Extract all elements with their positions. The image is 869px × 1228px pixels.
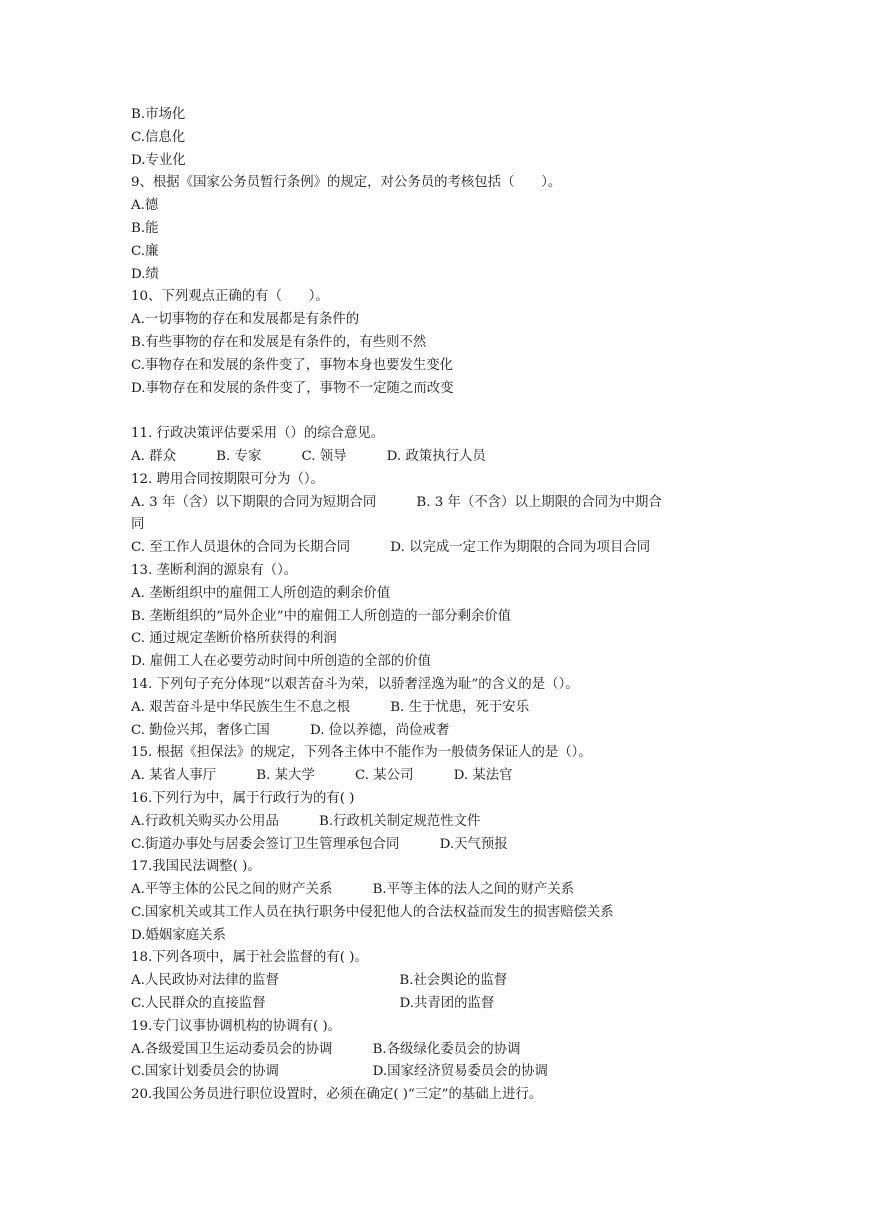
question-11: 11. 行政决策评估要采用（）的综合意见。 bbox=[131, 426, 385, 442]
question-19: 19.专门议事协调机构的协调有( )。 bbox=[131, 1018, 342, 1034]
text-line: B. 垄断组织的“局外企业”中的雇佣工人所创造的一部分剩余价值 bbox=[131, 608, 512, 624]
text-line: C. 通过规定垄断价格所获得的利润 bbox=[131, 631, 337, 647]
text-line: D.专业化 bbox=[131, 152, 186, 168]
text-line: A.一切事物的存在和发展都是有条件的 bbox=[131, 312, 360, 328]
text-line: C.街道办事处与居委会签订卫生管理承包合同 D.天气预报 bbox=[131, 836, 508, 852]
text-line: C. 勤俭兴邦，奢侈亡国 D. 俭以养德，尚俭戒奢 bbox=[131, 722, 450, 738]
text-line: 同 bbox=[131, 517, 145, 533]
text-line: A. 艰苦奋斗是中华民族生生不息之根 B. 生于忧患，死于安乐 bbox=[131, 699, 530, 715]
text-line: C.国家机关或其工作人员在执行职务中侵犯他人的合法权益而发生的损害赔偿关系 bbox=[131, 904, 614, 920]
text-line: A. 某省人事厅 B. 某大学 C. 某公司 D. 某法官 bbox=[131, 768, 513, 784]
text-line: C.事物存在和发展的条件变了，事物本身也要发生变化 bbox=[131, 357, 454, 373]
text-line: A.平等主体的公民之间的财产关系 B.平等主体的法人之间的财产关系 bbox=[131, 882, 575, 898]
blank-line bbox=[131, 400, 751, 423]
question-15: 15. 根据《担保法》的规定，下列各主体中不能作为一般债务保证人的是（）。 bbox=[131, 745, 592, 761]
question-10: 10、下列观点正确的有（ ）。 bbox=[131, 289, 329, 305]
question-20: 20.我国公务员进行职位设置时，必须在确定( )“三定”的基础上进行。 bbox=[131, 1087, 543, 1103]
document-page bbox=[131, 104, 751, 1107]
question-14: 14. 下列句子充分体现“以艰苦奋斗为荣，以骄奢淫逸为耻”的含义的是（）。 bbox=[131, 676, 579, 692]
text-line: C. 至工作人员退休的合同为长期合同 D. 以完成一定工作为期限的合同为项目合同 bbox=[131, 540, 651, 556]
question-9: 9、根据《国家公务员暂行条例》的规定，对公务员的考核包括（ ）。 bbox=[131, 175, 562, 191]
question-13: 13. 垄断利润的源泉有（）。 bbox=[131, 562, 298, 578]
text-line: D.事物存在和发展的条件变了，事物不一定随之而改变 bbox=[131, 380, 454, 396]
text-line: D. 雇佣工人在必要劳动时间中所创造的全部的价值 bbox=[131, 654, 431, 670]
text-line: B.市场化 bbox=[131, 107, 186, 122]
text-line: A.德 bbox=[131, 198, 159, 214]
text-line: A. 群众 B. 专家 C. 领导 D. 政策执行人员 bbox=[131, 448, 486, 464]
text-line: A.行政机关购买办公用品 B.行政机关制定规范性文件 bbox=[131, 813, 481, 829]
text-line: B.能 bbox=[131, 220, 159, 236]
question-17: 17.我国民法调整( )。 bbox=[131, 859, 261, 875]
text-line: C.信息化 bbox=[131, 129, 186, 145]
question-12: 12. 聘用合同按期限可分为（）。 bbox=[131, 471, 324, 487]
question-18: 18.下列各项中，属于社会监督的有( )。 bbox=[131, 950, 368, 966]
text-line: C.人民群众的直接监督 D.共青团的监督 bbox=[131, 996, 495, 1012]
text-line: A. 垄断组织中的雇佣工人所创造的剩余价值 bbox=[131, 585, 391, 601]
text-line: C.国家计划委员会的协调 D.国家经济贸易委员会的协调 bbox=[131, 1064, 548, 1080]
text-line: D.绩 bbox=[131, 266, 159, 282]
text-line: D.婚姻家庭关系 bbox=[131, 927, 226, 943]
text-line: B.有些事物的存在和发展是有条件的，有些则不然 bbox=[131, 334, 427, 350]
text-line: A. 3 年（含）以下期限的合同为短期合同 B. 3 年（不含）以上期限的合同为中期合 bbox=[131, 494, 662, 510]
text-line: C.廉 bbox=[131, 243, 159, 259]
question-16: 16.下列行为中，属于行政行为的有( ) bbox=[131, 790, 355, 806]
text-line: A.人民政协对法律的监督 B.社会舆论的监督 bbox=[131, 973, 508, 989]
text-line: A.各级爱国卫生运动委员会的协调 B.各级绿化委员会的协调 bbox=[131, 1041, 521, 1057]
